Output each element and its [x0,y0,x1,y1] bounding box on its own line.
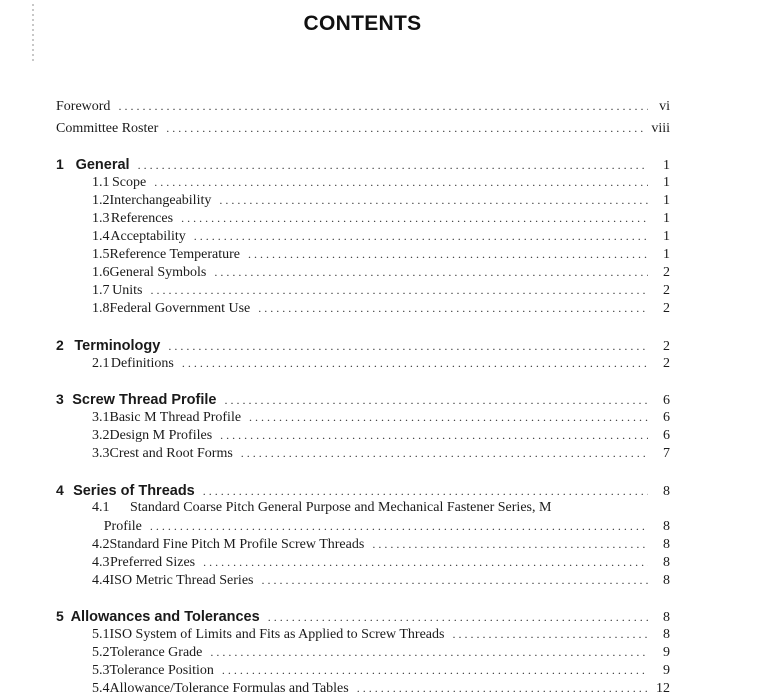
section-number: 1.2 [92,193,110,208]
toc-page-number: 8 [663,484,670,499]
toc-page-number: 2 [663,356,670,371]
leader-dots [452,625,648,643]
toc-page-number: 9 [663,663,670,678]
leader-dots [224,391,648,409]
toc-page-number: viii [651,121,670,136]
section-title: Allowance/Tolerance Formulas and Tables [109,681,349,696]
section-number: 3.3 [92,446,110,461]
toc-page-number: 1 [663,193,670,208]
section-number: 5.3 [92,663,110,678]
page-title: CONTENTS [303,12,422,35]
toc-page-number: 2 [663,283,670,298]
section-number: 1.6 [92,265,110,280]
leader-dots [168,337,648,355]
toc-section-references[interactable] [56,209,670,227]
section-title: Reference Temperature [109,247,241,262]
leader-dots [150,517,648,535]
toc-chapter-screw-thread-profile[interactable] [56,390,670,408]
leader-dots [182,354,648,372]
toc-section-iso-metric-thread-series[interactable] [56,571,670,589]
toc-entry-label: Committee Roster [56,121,159,136]
toc-page-number: 9 [663,645,670,660]
leader-dots [214,263,648,281]
section-title: Crest and Root Forms [109,446,233,461]
section-number: 1.8 [92,301,110,316]
section-number: 2.1 [92,356,110,371]
section-title: Scope [111,175,147,190]
section-title: Interchangeability [109,193,212,208]
section-title: Standard Coarse Pitch General Purpose and Mechanical Fastener Series, M [130,500,552,515]
toc-page-number: 1 [663,247,670,262]
toc-page-number: 2 [663,339,670,354]
leader-dots [249,408,648,426]
section-title: Tolerance Grade [109,645,203,660]
toc-section-crest-and-root-forms[interactable] [56,444,670,462]
section-title-continuation: Profile [103,519,142,534]
section-title: Acceptability [110,229,186,244]
toc-page-number: 6 [663,428,670,443]
toc-section-general-symbols[interactable] [56,263,670,281]
toc-section-units[interactable] [56,281,670,299]
toc-page-number: 6 [663,410,670,425]
section-number: 5.2 [92,645,110,660]
section-number: 1.1 [92,175,110,190]
toc-page-number: 7 [663,446,670,461]
leader-dots [372,535,648,553]
toc-entry-foreword[interactable] [56,97,670,115]
leader-dots [261,571,648,589]
leader-dots [222,661,648,679]
section-number: 3.1 [92,410,110,425]
leader-dots [258,299,648,317]
leader-dots [166,119,645,137]
leader-dots [203,482,648,500]
leader-dots [194,227,648,245]
chapter-title: Series of Threads [73,483,195,499]
section-title: References [110,211,174,226]
toc-section-preferred-sizes[interactable] [56,553,670,571]
section-title: Federal Government Use [109,301,251,316]
toc-section-scope[interactable] [56,173,670,191]
section-number: 4.1 [92,500,110,515]
section-number: 4.4 [92,573,110,588]
toc-section-standard-fine-pitch[interactable] [56,535,670,553]
chapter-title: General [75,157,130,173]
leader-dots [248,245,648,263]
toc-section-definitions[interactable] [56,354,670,372]
section-title: Units [112,283,143,298]
toc-section-reference-temperature[interactable] [56,245,670,263]
toc-page-number: 1 [663,158,670,173]
section-title: General Symbols [109,265,207,280]
toc-page-number: 8 [663,627,670,642]
toc-page-number: 1 [663,229,670,244]
leader-dots [241,444,648,462]
chapter-number: 4 [56,482,64,498]
toc-page-number: 8 [663,519,670,534]
toc-page-number: 8 [663,610,670,625]
section-number: 5.1 [92,627,110,642]
chapter-number: 2 [56,337,64,353]
toc-page-number: 8 [663,555,670,570]
toc-section-basic-m-thread-profile[interactable] [56,408,670,426]
section-number: 1.3 [92,211,110,226]
chapter-title: Terminology [74,338,161,354]
toc-page-number: 8 [663,573,670,588]
toc-section-allowance-tolerance-formulas[interactable] [56,679,670,697]
toc-section-tolerance-grade[interactable] [56,643,670,661]
leader-dots [203,553,648,571]
chapter-title: Screw Thread Profile [72,392,217,408]
toc-chapter-series-of-threads[interactable] [56,481,670,499]
chapter-title: Allowances and Tolerances [70,609,260,625]
leader-dots [138,156,648,174]
toc-chapter-allowances-and-tolerances[interactable] [56,607,670,625]
section-title: ISO Metric Thread Series [109,573,254,588]
section-title: Preferred Sizes [110,555,196,570]
chapter-number: 1 [56,156,64,172]
toc-section-design-m-profiles[interactable] [56,426,670,444]
toc-page-number: 12 [656,681,670,696]
toc-section-iso-system-of-limits[interactable] [56,625,670,643]
toc-section-acceptability[interactable] [56,227,670,245]
toc-entry-label: Foreword [56,99,111,114]
toc-section-standard-coarse-pitch-continued[interactable] [56,517,670,535]
leader-dots [154,173,648,191]
toc-page-number: 1 [663,211,670,226]
toc-page-number: 8 [663,537,670,552]
toc-section-federal-government-use[interactable] [56,299,670,317]
leader-dots [268,608,648,626]
section-number: 1.4 [92,229,110,244]
section-number: 3.2 [92,428,110,443]
toc-page-number: vi [659,99,670,114]
toc-entry-committee-roster[interactable] [56,119,670,137]
section-number: 1.7 [92,283,110,298]
section-title: Design M Profiles [109,428,213,443]
section-number: 1.5 [92,247,110,262]
toc-page-number: 6 [663,393,670,408]
toc-section-standard-coarse-pitch[interactable] [56,499,670,517]
section-title: Tolerance Position [109,663,214,678]
toc-section-interchangeability[interactable] [56,191,670,209]
toc-section-tolerance-position[interactable] [56,661,670,679]
leader-dots [150,281,648,299]
toc-page-number: 2 [663,301,670,316]
section-number: 4.2 [92,537,110,552]
section-title: Standard Fine Pitch M Profile Screw Threads [109,537,365,552]
leader-dots [118,97,648,115]
section-title: Basic M Thread Profile [109,410,242,425]
leader-dots [220,426,648,444]
leader-dots [219,191,648,209]
chapter-number: 3 [56,391,64,407]
section-title: Definitions [110,356,174,371]
toc-page-number: 2 [663,265,670,280]
leader-dots [357,679,648,697]
section-number: 5.4 [92,681,110,696]
toc-chapter-terminology[interactable] [56,336,670,354]
section-number: 4.3 [92,555,110,570]
toc-chapter-general[interactable] [56,155,670,173]
leader-dots [210,643,648,661]
leader-dots [181,209,648,227]
toc-page-number: 1 [663,175,670,190]
section-title: ISO System of Limits and Fits as Applied to Screw Threads [109,627,445,642]
chapter-number: 5 [56,608,64,624]
